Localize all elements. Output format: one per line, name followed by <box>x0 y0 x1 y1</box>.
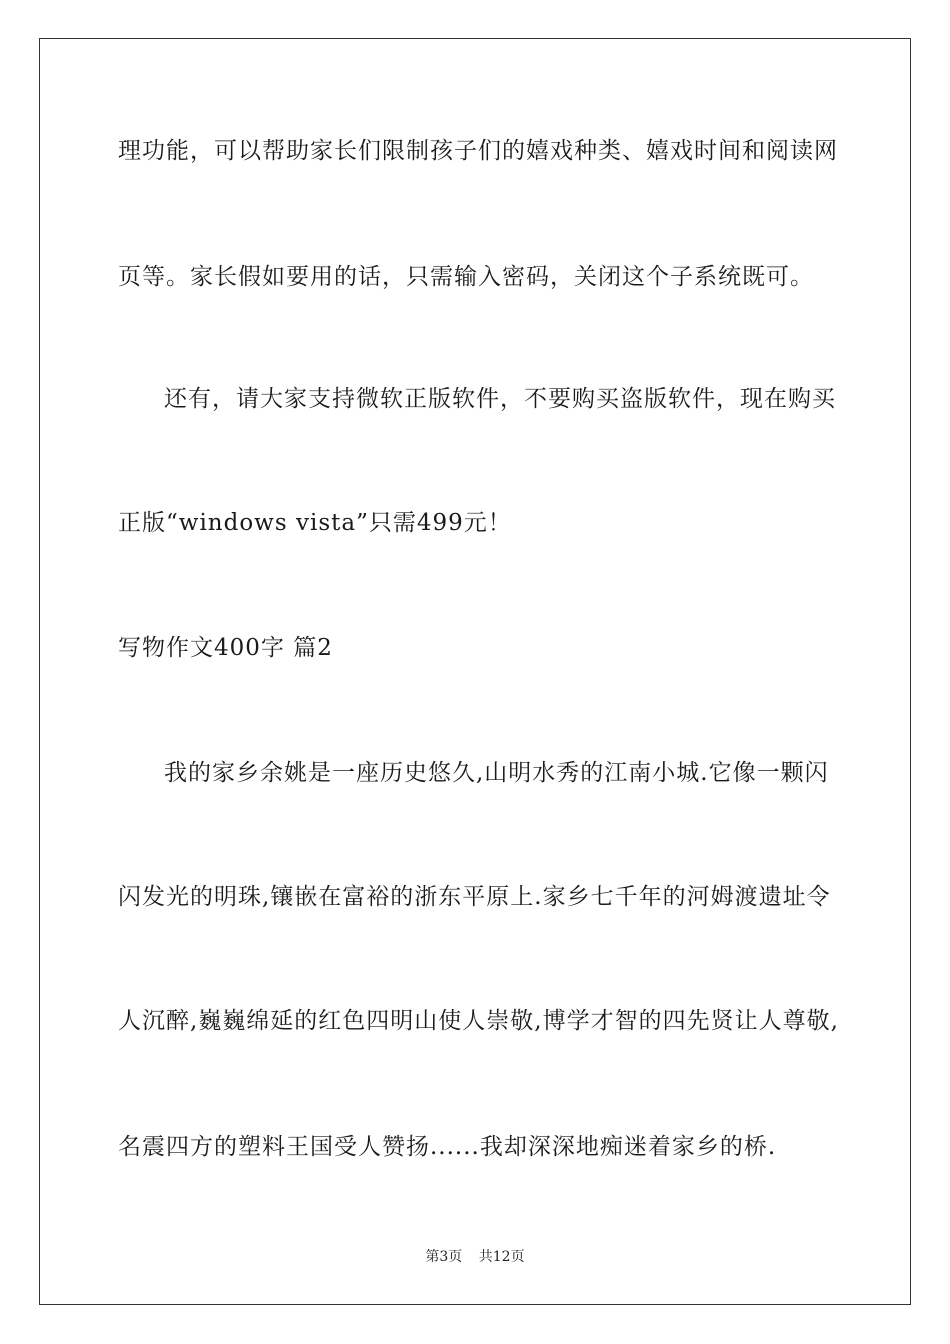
paragraph-line-7: 人沉醉,巍巍绵延的红色四明山使人崇敬,博学才智的四先贤让人尊敬, <box>118 1008 839 1034</box>
page-footer <box>0 1247 950 1267</box>
paragraph-line-5: 我的家乡余姚是一座历史悠久,山明水秀的江南小城.它像一颗闪 <box>164 760 829 786</box>
page-number-total: 共12页 <box>478 1249 525 1265</box>
paragraph-line-4: 正版“windows vista”只需499元！ <box>118 510 512 536</box>
paragraph-line-1: 理功能，可以帮助家长们限制孩子们的嬉戏种类、嬉戏时间和阅读网 <box>118 138 838 164</box>
section-heading: 写物作文400字 篇2 <box>118 635 333 661</box>
paragraph-line-6: 闪发光的明珠,镶嵌在富裕的浙东平原上.家乡七千年的河姆渡遗址令 <box>118 884 831 910</box>
paragraph-line-2: 页等。家长假如要用的话，只需输入密码，关闭这个子系统既可。 <box>118 264 814 290</box>
paragraph-line-8: 名震四方的塑料王国受人赞扬......我却深深地痴迷着家乡的桥. <box>118 1134 777 1160</box>
page-border <box>39 38 911 1305</box>
paragraph-line-3: 还有，请大家支持微软正版软件，不要购买盗版软件，现在购买 <box>164 386 836 412</box>
page-number-current: 第3页 <box>425 1249 463 1265</box>
